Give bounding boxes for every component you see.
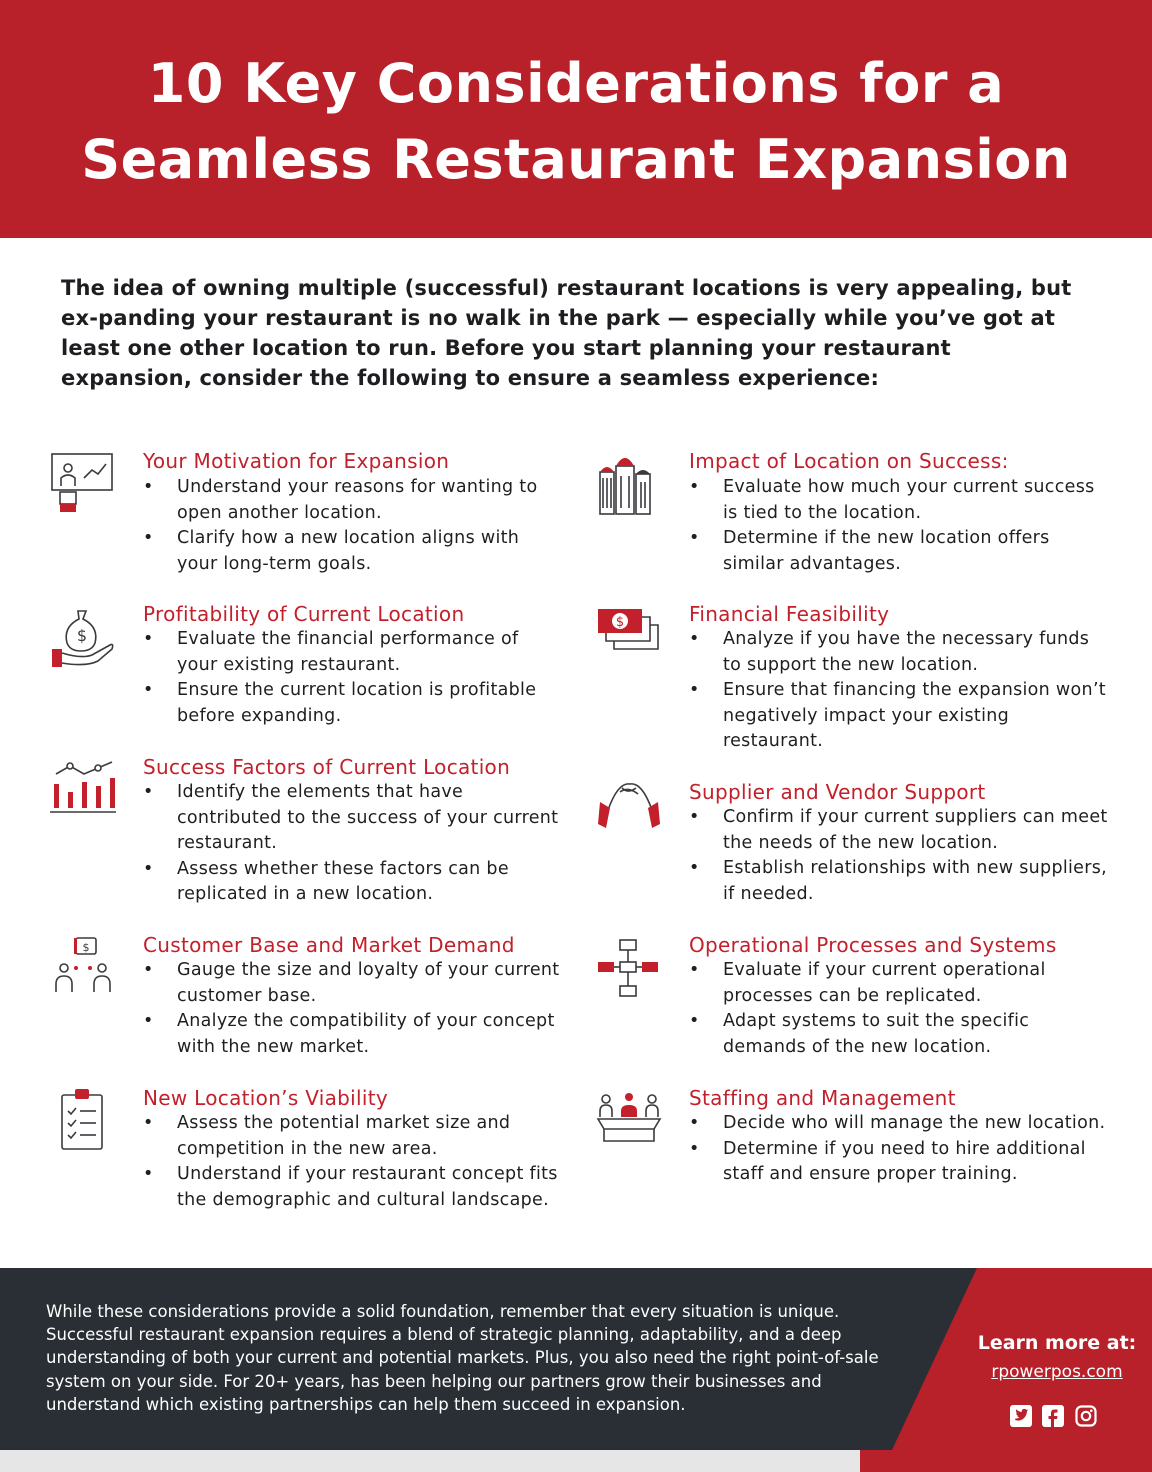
item-title-staffing: Staffing and Management <box>689 1086 956 1110</box>
city-buildings-icon <box>594 448 664 518</box>
item-bullets-motivation <box>143 475 563 577</box>
item-title-financial-feasibility: Financial Feasibility <box>689 602 890 626</box>
cash-stack-icon <box>594 601 664 671</box>
list-item: • Evaluate if your current operational processes can be replicated. <box>689 958 1109 1009</box>
item-bullets-customer-base <box>143 958 563 1060</box>
item-title-motivation: Your Motivation for Expansion <box>143 449 450 473</box>
footer <box>0 1268 1152 1450</box>
intro-paragraph: The idea of owning multiple (successful) restaurant locations is very appealing, but ex-panding your restaurant is no walk in the park — especially while you’ve got at least one other location to run. Before you start planning your restaurant expansion, consider the following to ensure a seamless experience: <box>61 276 1072 390</box>
item-title-suppliers: Supplier and Vendor Support <box>689 780 986 804</box>
bar-chart-trend-icon <box>48 754 118 824</box>
item-bullets-suppliers <box>689 805 1119 907</box>
list-item: • Ensure that financing the expansion won’t negatively impact your existing restaurant. <box>689 678 1109 755</box>
item-title-operations: Operational Processes and Systems <box>689 933 1057 957</box>
item-bullets-financial-feasibility <box>689 627 1109 755</box>
list-item: • Establish relationships with new suppliers, if needed. <box>689 856 1119 907</box>
header-banner <box>0 0 1152 238</box>
facebook-icon[interactable] <box>1042 1405 1064 1427</box>
presentation-icon <box>48 448 118 518</box>
item-bullets-location-impact <box>689 475 1109 577</box>
list-item: • Determine if the new location offers similar advantages. <box>689 526 1109 577</box>
list-item: • Ensure the current location is profitable before expanding. <box>143 678 563 729</box>
customers-chat-icon <box>48 932 118 1002</box>
instagram-icon[interactable] <box>1075 1405 1097 1427</box>
list-item: • Assess the potential market size and competition in the new area. <box>143 1111 563 1162</box>
list-item: • Evaluate how much your current success is tied to the location. <box>689 475 1109 526</box>
item-bullets-viability <box>143 1111 563 1213</box>
flowchart-icon <box>594 932 664 1002</box>
item-bullets-operations <box>689 958 1109 1060</box>
title-line-2: Seamless Restaurant Expansion <box>81 128 1071 191</box>
item-bullets-staffing <box>689 1111 1109 1188</box>
title-line-1: 10 Key Considerations for a <box>147 52 1005 115</box>
list-item: • Evaluate the financial performance of your existing restaurant. <box>143 627 563 678</box>
meeting-table-icon <box>594 1085 664 1155</box>
website-link[interactable]: rpowerpos.com <box>991 1362 1123 1382</box>
list-item: • Understand if your restaurant concept fits the demographic and cultural landscape. <box>143 1162 563 1213</box>
clipboard-checklist-icon <box>48 1085 118 1155</box>
list-item: • Assess whether these factors can be replicated in a new location. <box>143 857 563 908</box>
item-bullets-success-factors <box>143 780 563 908</box>
list-item: • Identify the elements that have contributed to the success of your current restaurant. <box>143 780 563 857</box>
footer-text: While these considerations provide a solid foundation, remember that every situation is unique. Successful restaurant expansion requires a blend of strategic planning, adaptability, and a deep understanding of both your current and potential markets. Plus, you also need the right point-of-sale system on your side. For 20+ years, has been helping our partners grow their businesses and understand which existing partnerships can help them succeed in expansion. <box>46 1302 879 1414</box>
svg-text:$: $ <box>82 941 90 954</box>
item-title-customer-base: Customer Base and Market Demand <box>143 933 515 957</box>
list-item: • Adapt systems to suit the specific demands of the new location. <box>689 1009 1109 1060</box>
item-bullets-profitability <box>143 627 563 729</box>
list-item: • Understand your reasons for wanting to open another location. <box>143 475 563 526</box>
page-title <box>0 46 1152 198</box>
item-title-success-factors: Success Factors of Current Location <box>143 755 511 779</box>
item-title-viability: New Location’s Viability <box>143 1086 389 1110</box>
list-item: • Analyze the compatibility of your concept with the new market. <box>143 1009 563 1060</box>
item-title-profitability: Profitability of Current Location <box>143 602 465 626</box>
svg-text:$: $ <box>76 626 88 645</box>
list-item: • Gauge the size and loyalty of your current customer base. <box>143 958 563 1009</box>
money-bag-hand-icon <box>48 601 118 671</box>
list-item: • Decide who will manage the new location. <box>689 1111 1109 1137</box>
list-item: • Analyze if you have the necessary funds to support the new location. <box>689 627 1109 678</box>
list-item: • Clarify how a new location aligns with your long-term goals. <box>143 526 563 577</box>
item-title-location-impact: Impact of Location on Success: <box>689 449 1009 473</box>
handshake-icon <box>594 772 664 842</box>
svg-text:$: $ <box>615 615 625 630</box>
list-item: • Confirm if your current suppliers can meet the needs of the new location. <box>689 805 1119 856</box>
bottom-accent <box>860 1450 1152 1472</box>
learn-more-label: Learn more at: <box>977 1332 1137 1354</box>
twitter-icon[interactable] <box>1010 1405 1032 1427</box>
list-item: • Determine if you need to hire additional staff and ensure proper training. <box>689 1137 1109 1188</box>
